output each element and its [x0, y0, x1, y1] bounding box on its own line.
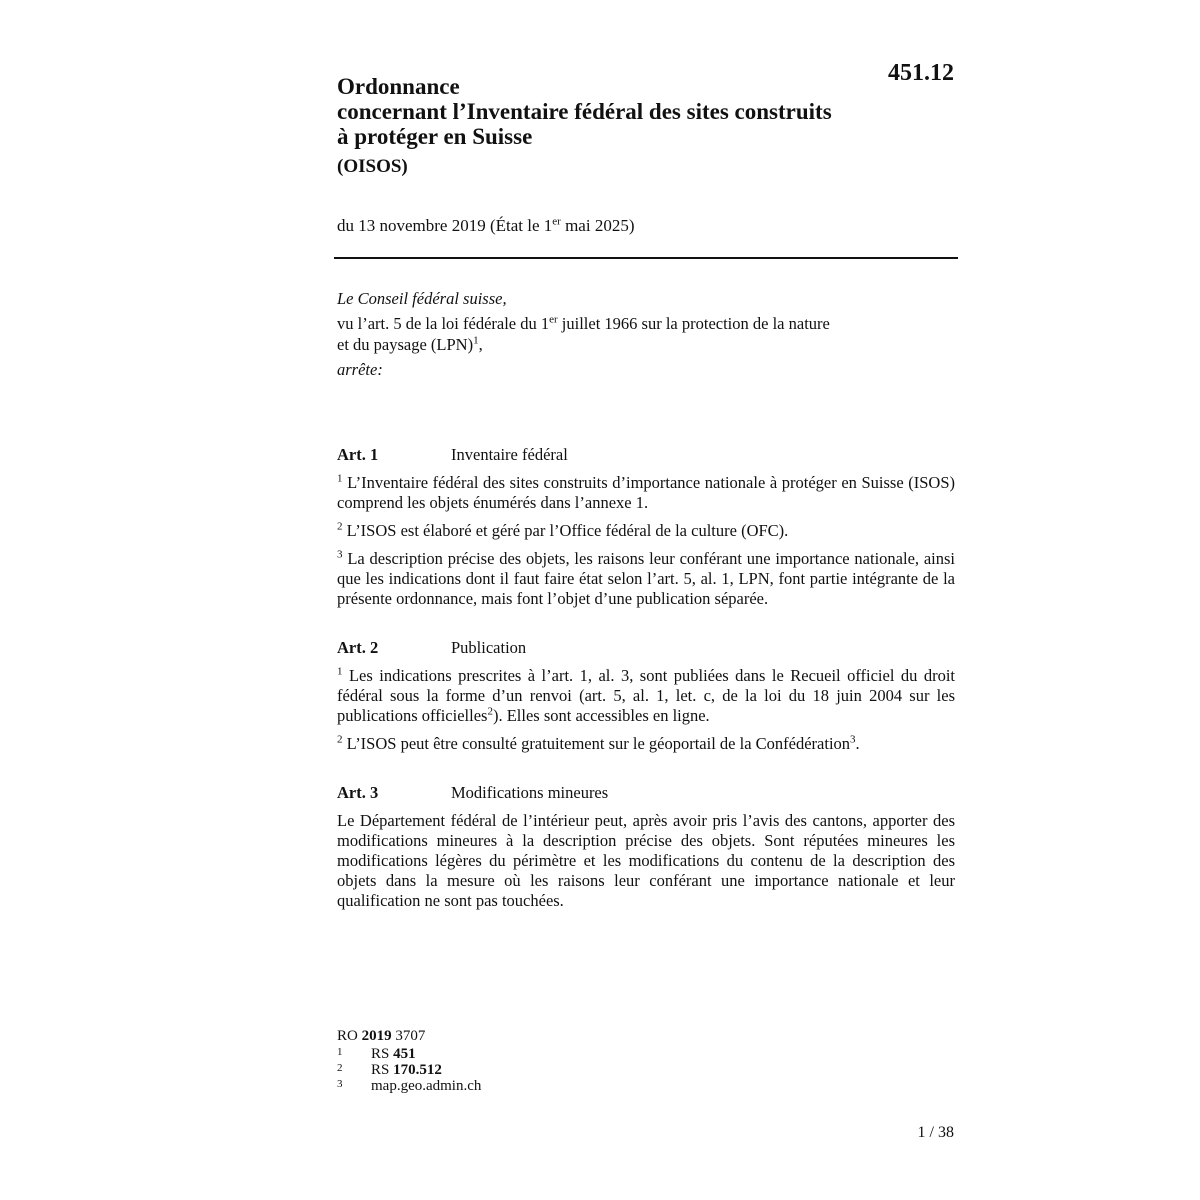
- paragraph-number: 3: [337, 548, 343, 561]
- footnote-prefix: RS: [371, 1046, 394, 1062]
- paragraph-text-end: .: [855, 734, 860, 753]
- footnote-text: [371, 1046, 416, 1062]
- footnote-ref-1[interactable]: 1: [473, 334, 479, 347]
- article-1: [337, 445, 955, 617]
- preamble-author: Le Conseil fédéral suisse,: [337, 289, 507, 308]
- footnote-ref[interactable]: 451: [393, 1046, 416, 1062]
- source-year: 2019: [361, 1028, 392, 1044]
- page-number: 1 / 38: [917, 1124, 954, 1141]
- paragraph-number: 2: [337, 733, 343, 746]
- article-heading: [337, 445, 955, 465]
- basis-part1: vu l’art. 5 de la loi fédérale du 1: [337, 314, 550, 333]
- footnote-ref-2[interactable]: 2: [487, 705, 493, 718]
- footnote-text: [371, 1062, 442, 1078]
- paragraph-text: L’ISOS est élaboré et géré par l’Office fédéral de la culture (OFC).: [346, 521, 789, 540]
- article-title: Publication: [451, 638, 527, 657]
- basis-superscript: er: [549, 313, 558, 326]
- preamble-basis: [337, 313, 955, 355]
- footnotes: [337, 1028, 955, 1094]
- title-line-3: à protéger en Suisse: [337, 124, 533, 149]
- paragraph: [337, 521, 955, 541]
- date-prefix: du 13 novembre 2019 (État le 1: [337, 216, 553, 235]
- article-title: Inventaire fédéral: [451, 445, 568, 464]
- paragraph-text-end: ). Elles sont accessibles en ligne.: [492, 706, 710, 725]
- footnote-ref-3[interactable]: 3: [850, 733, 856, 746]
- paragraph-text: L’ISOS peut être consulté gratuitement sur le géoportail de la Confédération: [346, 734, 851, 753]
- paragraph: [337, 666, 955, 726]
- paragraph: Le Département fédéral de l’intérieur peut, après avoir pris l’avis des cantons, apporter des modifications mineures à la description précise des objets. Sont réputées mineures les modifications légères du périmètre et les modifications du contenu de la description des objets dans la mesure où les raisons leur conférant une importance nationale et leur qualification ne sont pas touchées.: [337, 811, 955, 910]
- paragraph-number: 1: [337, 472, 343, 485]
- title-line-1: Ordonnance: [337, 74, 460, 99]
- title-line-2: concernant l’Inventaire fédéral des sites construits: [337, 99, 832, 124]
- sr-number: 451.12: [888, 60, 954, 86]
- article-title: Modifications mineures: [451, 783, 609, 802]
- basis-line2: et du paysage (LPN): [337, 335, 474, 354]
- preamble: [337, 288, 955, 380]
- footnote-3: [337, 1078, 955, 1094]
- paragraph-number: 2: [337, 520, 343, 533]
- paragraph: [337, 549, 955, 609]
- footnote-number: 3: [337, 1078, 343, 1090]
- article-heading: [337, 638, 955, 658]
- paragraph-text: Les indications prescrites à l’art. 1, al. 3, sont publiées dans le Recueil officiel du droit fédéral sous la forme d’un renvoi (art. 5, al. 1, let. c, de la loi du 18 juin 2004 sur les publications officielles: [337, 666, 955, 725]
- date-suffix: mai 2025): [560, 216, 635, 235]
- footnote-number: 2: [337, 1062, 343, 1074]
- paragraph: [337, 734, 955, 754]
- footnote-ref[interactable]: 170.512: [393, 1062, 442, 1078]
- article-number: Art. 1: [337, 445, 379, 464]
- article-2: [337, 638, 955, 762]
- article-number: Art. 3: [337, 783, 379, 802]
- header-divider: [334, 257, 958, 259]
- footnote-prefix: RS: [371, 1062, 394, 1078]
- article-number: Art. 2: [337, 638, 379, 657]
- footnote-1: [337, 1046, 955, 1062]
- paragraph-text: L’Inventaire fédéral des sites construits d’importance nationale à protéger en Suisse (ISOS) comprend les objets énumérés dans l’annexe 1.: [337, 473, 955, 512]
- source-page: 3707: [391, 1028, 426, 1044]
- article-heading: [337, 783, 955, 803]
- preamble-enact: arrête:: [337, 360, 383, 379]
- abbreviation: (OISOS): [337, 156, 408, 177]
- source-prefix: RO: [337, 1028, 362, 1044]
- paragraph-text: La description précise des objets, les raisons leur conférant une importance nationale, ainsi que les indications dont il faut faire état selon l’art. 5, al. 1, LPN, font partie intégrante de la présente ordonnance, mais font l’objet d’une publication séparée.: [337, 549, 956, 608]
- basis-end: ,: [478, 335, 483, 354]
- basis-part2: juillet 1966 sur la protection de la nature: [557, 314, 830, 333]
- footnote-number: 1: [337, 1046, 343, 1058]
- paragraph: [337, 473, 955, 513]
- document-date: [337, 216, 955, 236]
- article-3: [337, 783, 955, 919]
- footnote-2: [337, 1062, 955, 1078]
- paragraph-number: 1: [337, 665, 343, 678]
- title-block: [337, 74, 955, 179]
- date-superscript: er: [552, 215, 561, 228]
- official-source: [337, 1028, 955, 1044]
- footnote-link[interactable]: map.geo.admin.ch: [371, 1078, 482, 1094]
